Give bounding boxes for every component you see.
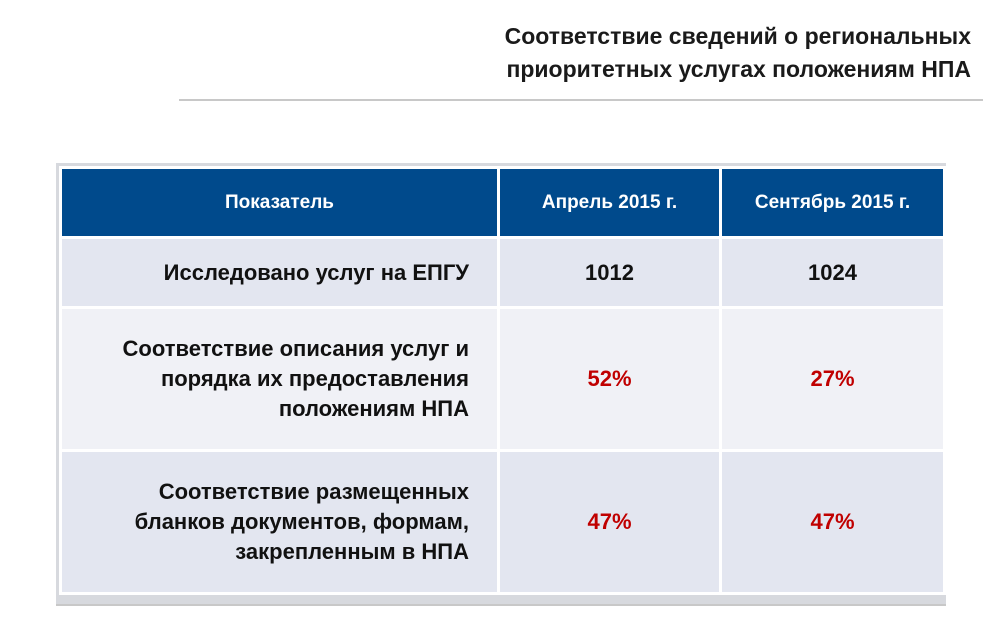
indicator-table-frame	[56, 163, 946, 605]
header-september: Сентябрь 2015 г.	[721, 168, 945, 238]
slide-title-line-1: Соответствие сведений о региональных	[504, 23, 971, 49]
table-row	[61, 451, 945, 594]
row-label	[61, 238, 499, 308]
table-header-row	[61, 168, 945, 238]
title-divider	[179, 99, 983, 101]
slide-title	[351, 20, 971, 86]
header-indicator: Показатель	[61, 168, 499, 238]
value-september: 27%	[721, 308, 945, 451]
row-label	[61, 451, 499, 594]
value-april: 47%	[499, 451, 721, 594]
value-april: 1012	[499, 238, 721, 308]
row-label	[61, 308, 499, 451]
value-april: 52%	[499, 308, 721, 451]
row-label-line: Исследовано услуг на ЕПГУ	[163, 259, 469, 285]
value-september: 47%	[721, 451, 945, 594]
indicator-table	[59, 166, 946, 595]
header-april: Апрель 2015 г.	[499, 168, 721, 238]
row-label-line: бланков документов, формам,	[134, 509, 469, 534]
row-label-line: закрепленным в НПА	[235, 539, 469, 564]
row-label-line: положениям НПА	[278, 396, 469, 421]
table-row	[61, 238, 945, 308]
row-label-line: Соответствие описания услуг и	[122, 336, 469, 361]
slide-title-line-2: приоритетных услугах положениям НПА	[506, 56, 971, 82]
bottom-divider	[56, 604, 946, 606]
row-label-line: Соответствие размещенных	[158, 479, 469, 504]
value-september: 1024	[721, 238, 945, 308]
table-row	[61, 308, 945, 451]
row-label-line: порядка их предоставления	[160, 366, 469, 391]
